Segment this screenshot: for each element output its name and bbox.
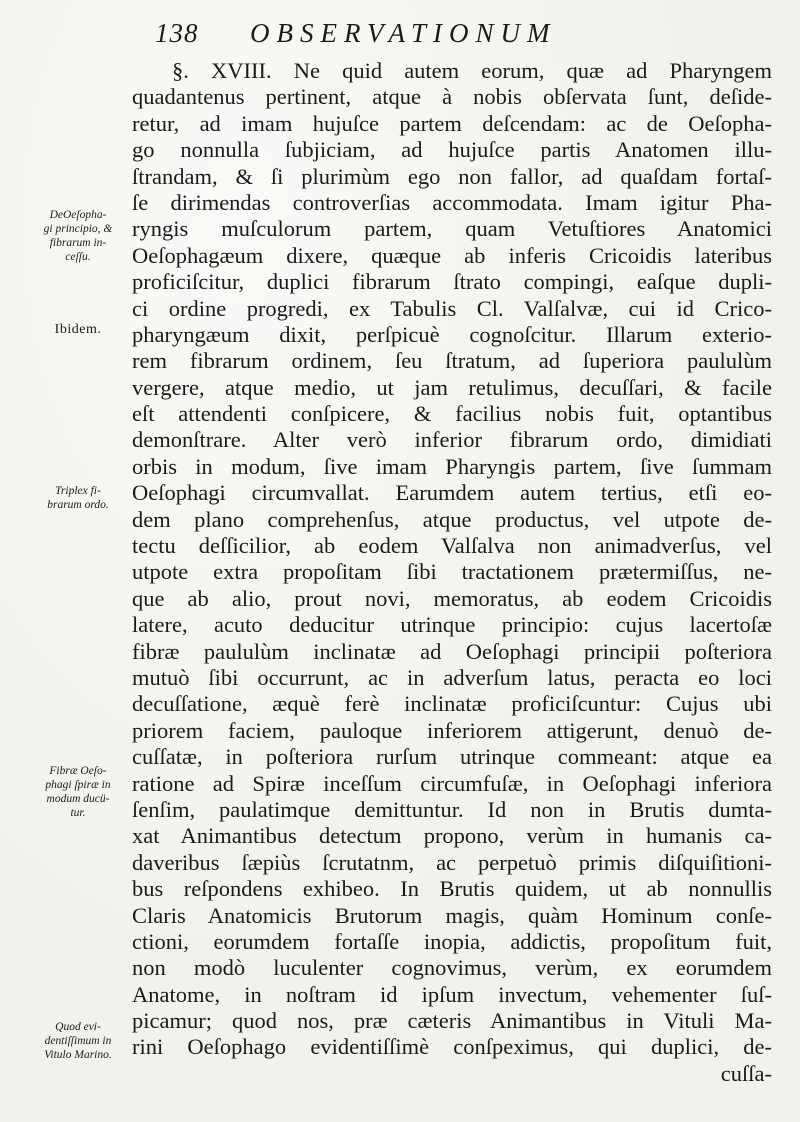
text-line: §. XVIII. Ne quid autem eorum, quæ ad Pharyngem [172,58,772,83]
running-head: OBSERVATIONUM [250,18,557,48]
margin-note-ibidem [28,323,128,337]
margin-note-line: Fibræ Oeſo- [49,765,107,777]
margin-note-line: modum ducü- [46,793,110,805]
margin-note-line: phagi ſpiræ in [45,779,111,791]
text-line: daveribus ſæpiùs ſcrutatnm, ac perpetuò primis diſquiſitioni- [132,849,772,875]
margin-note-line: fibrarum in- [49,237,107,249]
text-line: eſt attendenti conſpicere, & facilius nobis fuit, optantibus [132,401,772,427]
text-line: latere, acuto deducitur utrinque principio: cujus lacertoſæ [132,612,772,638]
text-line: proficiſcitur, duplici fibrarum ſtrato compingi, eaſque dupli- [132,269,772,295]
text-line: Anatome, in noſtram id ipſum invectum, vehementer ſuſ- [132,981,772,1007]
margin-note-line: Ibidem. [54,322,102,337]
text-line: ratione ad Spiræ inceſſum circumfuſæ, in Oeſophagi inferiora [132,770,772,796]
margin-note-line: Triplex fi- [55,485,101,497]
page-header [135,16,735,58]
text-line: pharyngæum dixit, perſpicuè cognoſcitur. Illarum exterio- [132,321,772,347]
text-line: Oeſophagæum dixere, quæque ab inferis Cricoidis lateribus [132,242,772,268]
text-line: go nonnulla ſubjiciam, ad hujuſce partis Anatomen illu- [132,137,772,163]
margin-notes [0,0,128,1122]
text-line: ſe dirimendas controverſias accommodata. Imam igitur Pha- [132,189,772,215]
text-line: decuſſatione, æquè ferè inclinatæ proficiſcuntur: Cujus ubi [132,691,772,717]
page-number: 138 [155,18,199,48]
text-line: cuſſa- [720,1060,772,1086]
text-line: vergere, atque medio, ut jam retulimus, decuſſari, & facile [132,374,772,400]
margin-note-line: Vitulo Marino. [44,1049,112,1061]
text-line: retur, ad imam hujuſce partem deſcendam: ac de Oeſopha- [132,110,772,136]
text-line: ſenſim, paulatimque demittuntur. Id non in Brutis dumta- [132,796,772,822]
text-line: Oeſophagi circumvallat. Earumdem autem tertius, etſi eo- [132,480,772,506]
text-line: xat Animantibus detectum propono, verùm in humanis ca- [132,823,772,849]
text-line: tectu deſſicilior, ab eodem Valſalva non animadverſus, vel [132,533,772,559]
text-line: ſtrandam, & ſi plurimùm ego non fallor, ad quaſdam fortaſ- [132,163,772,189]
text-line: demonſtrare. Alter verò inferior fibrarum ordo, dimidiati [132,427,772,453]
margin-note-triplex [28,484,128,512]
text-line: rem fibrarum ordinem, ſeu ſtratum, ad ſuperiora paululùm [132,348,772,374]
text-line: Claris Anatomicis Brutorum magis, quàm Hominum conſe- [132,902,772,928]
text-line: orbis in modum, ſive imam Pharyngis partem, ſive ſummam [132,453,772,479]
margin-note-oesophagi-principio [28,208,128,264]
text-line: quadantenus pertinent, atque à nobis obſervata ſunt, deſide- [132,84,772,110]
text-line: ctioni, eorumdem fortaſſe inopia, addictis, propoſitum fuit, [132,928,772,954]
text-line: utpote extra propoſitam ſibi tractationem prætermiſſus, ne- [132,559,772,585]
text-line: ci ordine progredi, ex Tabulis Cl. Valſalvæ, cui id Crico- [132,295,772,321]
text-line: bus reſpondens exhibeo. In Brutis quidem, ut ab nonnullis [132,876,772,902]
text-line: mutuò ſibi occurrunt, ac in adverſum latus, peracta eo loci [132,664,772,690]
text-line: priorem faciem, pauloque inferiorem attigerunt, denuò de- [132,717,772,743]
margin-note-fibrae-spirae [28,764,128,820]
margin-note-line: DeOeſopha- [49,209,107,221]
text-line: que ab alio, prout novi, memoratus, ab eodem Cricoidis [132,585,772,611]
body-text [132,58,772,1087]
text-line: cuſſatæ, in poſteriora rurſum utrinque commeant: atque ea [132,744,772,770]
margin-note-line: Quod evi- [55,1021,101,1033]
text-line: rini Oeſophago evidentiſſimè conſpeximus, qui duplici, de- [132,1034,772,1060]
text-line: ryngis muſculorum partem, quam Vetuſtiores Anatomici [132,216,772,242]
margin-note-line: gi principio, & [43,223,113,235]
margin-note-line: dentiſſimum in [44,1035,112,1047]
margin-note-vitulo-marino [28,1020,128,1062]
text-line: dem plano comprehenſus, atque productus, vel utpote de- [132,506,772,532]
margin-note-line: tur. [70,807,86,819]
margin-note-line: brarum ordo. [47,499,109,511]
margin-note-line: ceſſu. [65,251,91,263]
text-line: picamur; quod nos, præ cæteris Animantibus in Vituli Ma- [132,1008,772,1034]
text-line: fibræ paululùm inclinatæ ad Oeſophagi principii poſteriora [132,638,772,664]
text-line: non modò luculenter cognovimus, verùm, ex eorumdem [132,955,772,981]
